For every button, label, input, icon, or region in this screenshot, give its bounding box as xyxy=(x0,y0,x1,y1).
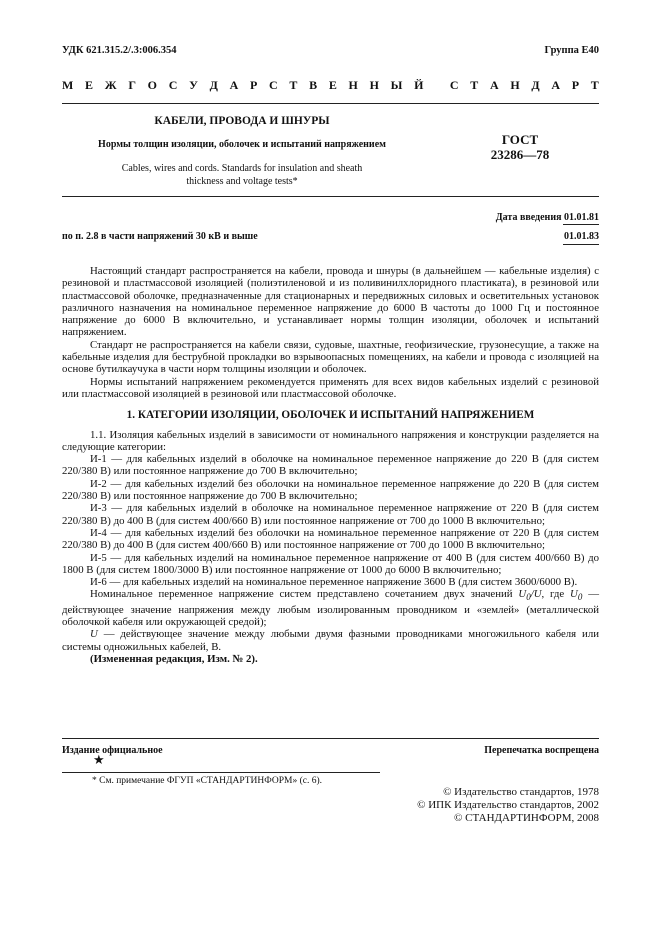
gost-code: 23286—78 xyxy=(490,147,550,162)
introduction-date xyxy=(496,212,599,223)
category-i3: И-3 — для кабельных изделий в оболочке на номинальное переменное напряжение от 220 В (для систем 220/380 В) до 400 В (для систем 400/660 В) или постоянное напряжение от 700 до 1000 В включительно; xyxy=(62,502,599,527)
footer-rule xyxy=(62,738,599,739)
banner-letter: М xyxy=(62,78,74,92)
banner-letter: Е xyxy=(85,78,94,92)
banner-letter: Д xyxy=(209,78,218,92)
standard-title: КАБЕЛИ, ПРОВОДА И ШНУРЫ xyxy=(154,115,330,127)
category-i5: И-5 — для кабельных изделий на номинальное переменное напряжение от 400 В (для систем 400/660 В) до 1800 В (для систем 1800/3000 В) или постоянное напряжение от 1000 до 6000 В включительно; xyxy=(62,551,599,576)
category-i1: И-1 — для кабельных изделий в оболочке на номинальное переменное напряжение до 220 В (для систем 220/380 В) или постоянное напряжение до 700 В включительно; xyxy=(62,453,599,478)
english-title-line-1: Cables, wires and cords. Standards for insulation and sheath xyxy=(121,163,363,174)
copyright-2008: © СТАНДАРТИНФОРМ, 2008 xyxy=(454,812,599,824)
udc-code: УДК 621.315.2/.3:006.354 xyxy=(62,45,177,56)
body-text xyxy=(62,265,599,665)
english-title xyxy=(62,162,422,188)
gost-label: ГОСТ xyxy=(501,132,539,147)
u0-symbol: $U_0/U$ xyxy=(518,588,542,603)
reprint-prohibited: Перепечатка воспрещена xyxy=(484,745,599,756)
header-rule xyxy=(62,103,599,104)
banner-letter xyxy=(435,78,438,93)
intro-paragraph-3: Нормы испытаний напряжением рекомендуется применять для всех видов кабельных изделий с резиновой или пластмассовой изоляцией в резиновой или пластмассовой оболочке. xyxy=(62,375,599,400)
section-1-heading: 1. КАТЕГОРИИ ИЗОЛЯЦИИ, ОБОЛОЧЕК И ИСПЫТАНИЙ НАПРЯЖЕНИЕМ xyxy=(126,409,535,422)
banner-letter: А xyxy=(229,78,239,92)
intro-paragraph-2: Стандарт не распространяется на кабели связи, судовые, шахтные, геофизические, грузонесущие, а также на кабельные изделия для беструбной прокладки во взрывоопасных помещениях, на кабели и провода с изоляцией на основе бутилкаучука в части норм толщины изоляции и оболочек. xyxy=(62,338,599,376)
banner-letter: Т xyxy=(590,78,599,92)
banner-letter: О xyxy=(147,78,158,92)
official-edition: Издание официальное xyxy=(62,745,163,756)
title-rule xyxy=(62,196,599,197)
banner-letter: Й xyxy=(414,78,424,92)
u-symbol: U xyxy=(90,628,98,641)
banner-letter: Ж xyxy=(104,78,117,92)
copyright-2002: © ИПК Издательство стандартов, 2002 xyxy=(417,799,599,811)
banner-letter: Р xyxy=(249,78,258,92)
english-title-line-2: thickness and voltage tests* xyxy=(186,176,298,187)
banner-letter: Р xyxy=(571,78,580,92)
nominal-text-b: , где xyxy=(541,588,571,601)
nominal-text-a: Номинальное переменное напряжение систем представлено сочетанием двух значений xyxy=(90,588,519,601)
clause-1-1: 1.1. Изоляция кабельных изделий в зависимости от номинального напряжения и конструкции разделяется на следующие категории: xyxy=(62,428,599,453)
banner-letter: С xyxy=(269,78,278,92)
banner-letter: В xyxy=(309,78,318,92)
revision-note: (Измененная редакция, Изм. № 2). xyxy=(90,653,258,666)
interstate-standard-banner xyxy=(62,78,599,93)
copyright-block xyxy=(417,786,599,825)
category-i2: И-2 — для кабельных изделий без оболочки на номинальное переменное напряжение до 220 В (для систем 220/380 В) или постоянное напряжение до 700 В включительно; xyxy=(62,477,599,503)
nominal-voltage-paragraph xyxy=(62,588,599,628)
star-icon: ★ xyxy=(93,752,105,767)
group-code: Группа Е40 xyxy=(544,45,599,56)
banner-letter: Е xyxy=(328,78,337,92)
banner-letter: А xyxy=(489,78,499,92)
banner-letter: Д xyxy=(531,78,540,92)
standard-subtitle: Нормы толщин изоляции, оболочек и испытаний напряжением xyxy=(98,139,386,150)
clause-date: 01.01.83 xyxy=(564,231,599,242)
footnote-rule xyxy=(62,772,380,773)
banner-letter: Т xyxy=(289,78,298,92)
u-definition-paragraph xyxy=(62,628,599,653)
intro-paragraph-1: Настоящий стандарт распространяется на кабели, провода и шнуры (в дальнейшем — кабельные изделия) с резиновой и пластмассовой изоляцией (полиэтиленовой и из поливинилхлоридного пластиката), в резиновой или пластмассовой оболочке, предназначенные для стационарных и передвижных силовых и осветительных установок различного назначения на номинальное переменное напряжение до 6000 В частоты до 1000 Гц и постоянное напряжение до 6000 В включительно, и устанавливает нормы толщин изоляции, оболочек и испытаний напряжением. xyxy=(62,265,599,339)
banner-letter: У xyxy=(189,78,198,92)
banner-letter: Т xyxy=(470,78,479,92)
copyright-1978: © Издательство стандартов, 1978 xyxy=(443,786,599,798)
banner-letter: С xyxy=(449,78,459,92)
u0-symbol-2: $U_0$ xyxy=(570,588,583,603)
banner-letter: Н xyxy=(348,78,358,92)
banner-letter: Н xyxy=(369,78,379,92)
u-definition-text: — действующее значение между любыми двумя фазными проводниками многожильного кабеля или системы одножильных кабелей, В. xyxy=(62,628,599,653)
category-i4: И-4 — для кабельных изделий без оболочки на номинальное переменное напряжение от 220 В (для систем 220/380 В) до 400 В (для систем 400/660 В) или постоянное напряжение от 700 до 1000 В включительно; xyxy=(62,526,599,552)
clause-note: по п. 2.8 в части напряжений 30 кВ и выше xyxy=(62,231,258,242)
gost-number xyxy=(480,132,560,162)
footnote: * См. примечание ФГУП «СТАНДАРТИНФОРМ» (с. 6). xyxy=(92,776,323,786)
category-i6: И-6 — для кабельных изделий на номинальное переменное напряжение 3600 В (для систем 3600/6000 В). xyxy=(90,576,578,589)
nominal-text-c: — действующее значение напряжения между любым изолированным проводником и «землей» (металлической оболочкой кабеля или окружающей средой); xyxy=(62,588,599,629)
introduction-date-value: 01.01.81 xyxy=(564,212,599,223)
banner-letter: А xyxy=(551,78,561,92)
date-underline-2 xyxy=(563,244,599,245)
footer-row xyxy=(62,745,599,756)
banner-letter: С xyxy=(168,78,178,92)
introduction-date-label: Дата введения xyxy=(495,212,562,223)
date-underline-1 xyxy=(563,224,599,225)
banner-letter: Ы xyxy=(390,78,403,92)
banner-letter: Н xyxy=(510,78,520,92)
banner-letter: Г xyxy=(128,78,136,92)
